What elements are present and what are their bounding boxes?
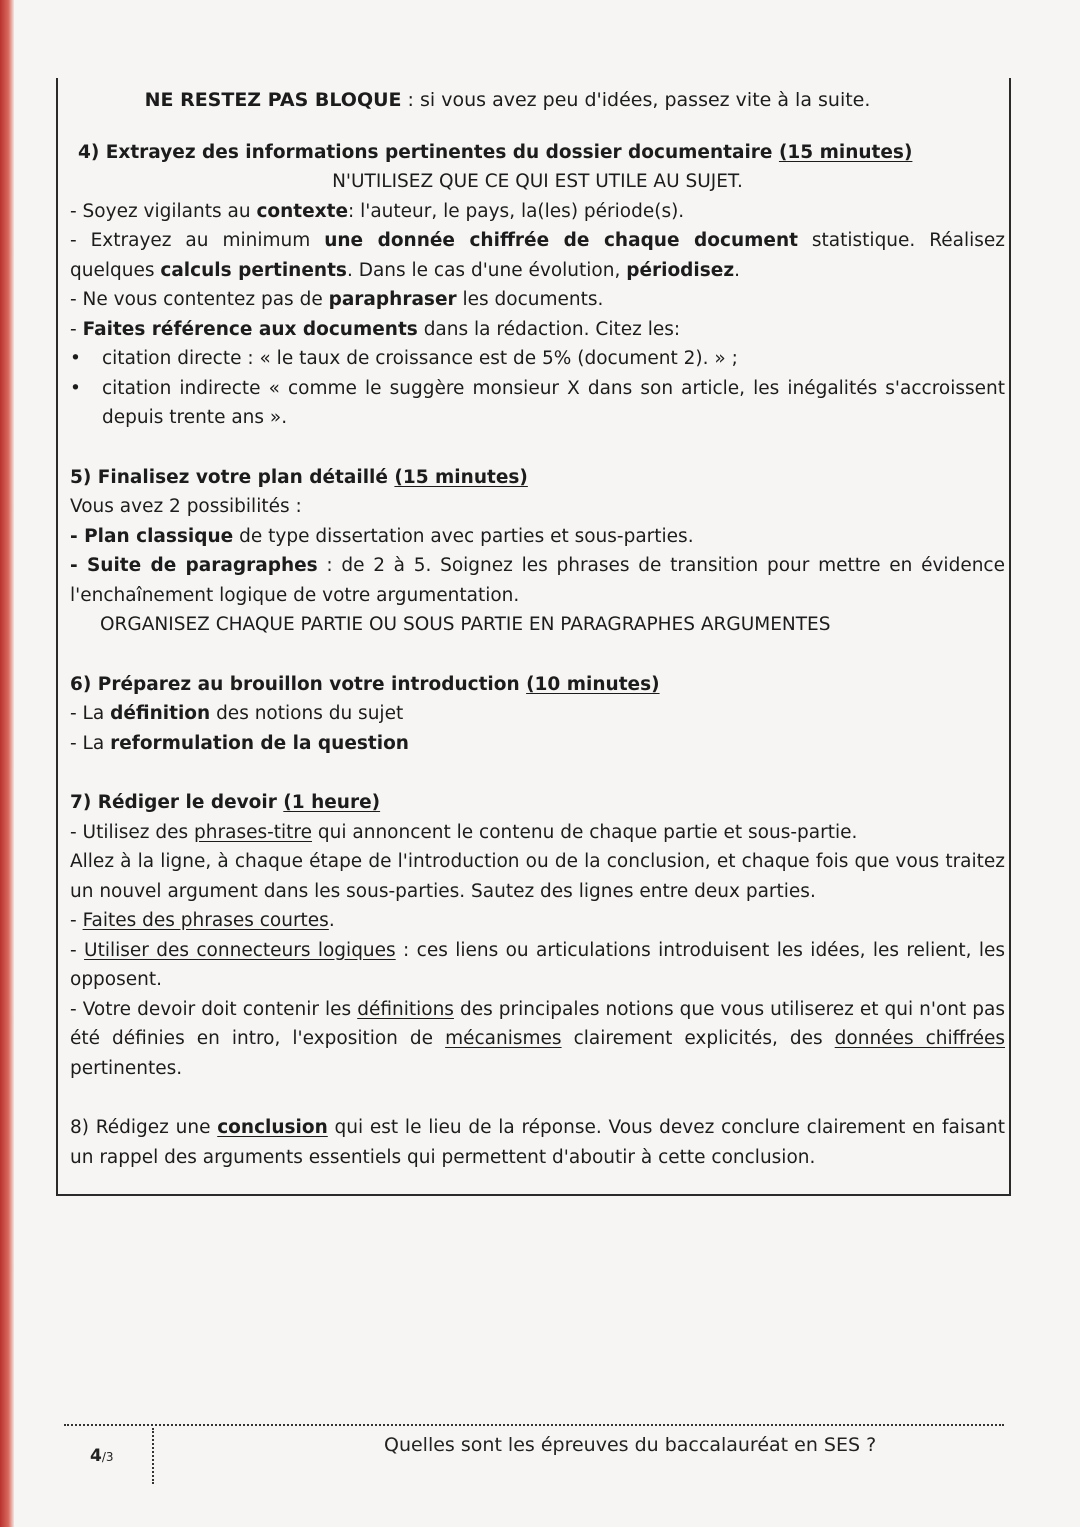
page-number-sub: /3 bbox=[101, 1450, 114, 1464]
section-7-line-2: Allez à la ligne, à chaque étape de l'introduction ou de la conclusion, et chaque fois que vous traitez un nouvel argument dans les sous-parties. Sautez des lignes entre deux parties. bbox=[70, 851, 1005, 902]
citation-list bbox=[70, 344, 1005, 433]
s6-l1b: définition bbox=[110, 703, 211, 724]
citation-direct: • citation directe : « le taux de croissance est de 5% (document 2). » ; bbox=[102, 344, 1005, 374]
s7-l5e: clairement explicités, des bbox=[561, 1028, 835, 1049]
section-7-line-5 bbox=[70, 995, 1005, 1084]
s7-l4c: : ces liens ou articulations introduisent les idées, les relient, les opposent. bbox=[70, 939, 1005, 990]
section-6-title bbox=[70, 670, 1005, 700]
s7-l1b: phrases-titre bbox=[194, 821, 313, 843]
s4-l2c: statistique. Réalisez quelques bbox=[70, 230, 1005, 281]
s4-l2f: périodisez bbox=[626, 259, 735, 281]
section-7-title-text: 7) Rédiger le devoir bbox=[70, 792, 284, 813]
s5-l2a: - Plan classique bbox=[70, 525, 234, 547]
s7-l4a: - bbox=[70, 939, 85, 961]
s7-l1a: - Utilisez des bbox=[70, 821, 195, 843]
s4-l4b: Faites référence aux documents bbox=[82, 318, 418, 340]
s8-c: qui est le lieu de la réponse. Vous devez conclure clairement en faisant un rappel des arguments essentiels qui permettent d'aboutir à cette conclusion. bbox=[70, 1117, 1005, 1168]
s4-l2b: une donnée chiffrée de chaque document bbox=[324, 230, 798, 251]
s4-l3a: - Ne vous contentez pas de bbox=[70, 289, 329, 310]
s4-l2g: . bbox=[734, 259, 740, 281]
s4-l4a: - bbox=[70, 318, 83, 340]
footer-dotted-line bbox=[64, 1424, 1004, 1426]
section-6-title-text: 6) Préparez au brouillon votre introduction bbox=[70, 673, 527, 695]
section-6-line-1 bbox=[70, 699, 1005, 729]
section-5-line-2 bbox=[70, 522, 1005, 552]
section-4-caps: N'UTILISEZ QUE CE QUI EST UTILE AU SUJET. bbox=[332, 171, 743, 192]
s4-l1a: - Soyez vigilants au bbox=[70, 200, 257, 222]
section-7-time: (1 heure) bbox=[283, 792, 381, 813]
section-4-line-1 bbox=[70, 197, 1005, 227]
s7-l3a: - bbox=[70, 910, 83, 931]
s7-l5c: des principales notions que vous utiliserez et qui n'ont pas été définies en intro, l'exposition de bbox=[70, 998, 1005, 1049]
section-7-title bbox=[70, 788, 1005, 818]
s6-l2a: - La bbox=[70, 732, 111, 754]
section-5-line-3 bbox=[70, 551, 1005, 610]
page-number bbox=[90, 1446, 114, 1466]
section-4-line-3 bbox=[70, 285, 1005, 315]
section-6-line-2 bbox=[70, 729, 1005, 759]
section-5-caps: ORGANISEZ CHAQUE PARTIE OU SOUS PARTIE EN PARAGRAPHES ARGUMENTES bbox=[100, 614, 831, 635]
s6-l1a: - La bbox=[70, 703, 111, 724]
s5-l3b: : de 2 à 5. Soignez les phrases de transition pour mettre en évidence l'enchaînement logique de votre argumentation. bbox=[70, 555, 1005, 606]
section-5-line-1: Vous avez 2 possibilités : bbox=[70, 496, 302, 517]
s8-a: 8) Rédigez une bbox=[70, 1117, 218, 1138]
s4-l2e: . Dans le cas d'une évolution, bbox=[346, 259, 627, 281]
s7-l5d: mécanismes bbox=[445, 1028, 562, 1049]
footer-title: Quelles sont les épreuves du baccalauréat en SES ? bbox=[384, 1434, 877, 1456]
s7-l4b: Utiliser des connecteurs logiques bbox=[84, 939, 396, 961]
s4-l2d: calculs pertinents bbox=[160, 259, 347, 281]
s7-l5f: données chiffrées bbox=[834, 1028, 1005, 1049]
intro-bold: NE RESTEZ PAS BLOQUE bbox=[144, 89, 402, 111]
section-4-title bbox=[70, 138, 1005, 168]
binder-edge bbox=[0, 0, 14, 1527]
section-4-time: (15 minutes) bbox=[778, 141, 913, 163]
s7-l5a: - Votre devoir doit contenir les bbox=[70, 998, 358, 1020]
section-5-title bbox=[70, 463, 1005, 493]
s7-l3c: . bbox=[328, 910, 335, 931]
s4-l4c: dans la rédaction. Citez les: bbox=[417, 318, 681, 340]
section-4-title-text: 4) Extrayez des informations pertinentes du dossier documentaire bbox=[78, 141, 779, 163]
s5-l3a: - Suite de paragraphes bbox=[70, 555, 318, 576]
intro-line bbox=[70, 86, 1005, 116]
s4-l3c: les documents. bbox=[456, 289, 604, 310]
s4-l1c: : l'auteur, le pays, la(les) période(s). bbox=[348, 200, 685, 222]
section-7-line-4 bbox=[70, 936, 1005, 995]
s4-l3b: paraphraser bbox=[328, 289, 457, 310]
section-4-line-4 bbox=[70, 315, 1005, 345]
s7-l3b: Faites des phrases courtes bbox=[82, 910, 329, 931]
citation-indirect: • citation indirecte « comme le suggère monsieur X dans son article, les inégalités s'accroissent depuis trente ans ». bbox=[102, 374, 1005, 433]
section-7-line-1 bbox=[70, 818, 1005, 848]
s7-l5b: définitions bbox=[357, 998, 454, 1020]
s7-l1c: qui annoncent le contenu de chaque partie et sous-partie. bbox=[312, 821, 858, 843]
section-7-line-3 bbox=[70, 906, 1005, 936]
section-5-title-text: 5) Finalisez votre plan détaillé bbox=[70, 466, 395, 488]
s7-l5g: pertinentes. bbox=[70, 1057, 183, 1079]
instructions-content bbox=[70, 86, 1005, 1172]
s5-l2b: de type dissertation avec parties et sous-parties. bbox=[233, 525, 694, 547]
s4-l2a: - Extrayez au minimum bbox=[70, 230, 325, 251]
section-4-line-2 bbox=[70, 226, 1005, 285]
s6-l2b: reformulation de la question bbox=[110, 732, 409, 754]
page-number-main: 4 bbox=[90, 1446, 102, 1466]
section-6-time: (10 minutes) bbox=[526, 673, 660, 695]
s8-b: conclusion bbox=[217, 1117, 328, 1138]
section-5-time: (15 minutes) bbox=[394, 466, 528, 488]
footer-dotted-divider bbox=[152, 1428, 154, 1484]
section-8 bbox=[70, 1113, 1005, 1172]
s6-l1c: des notions du sujet bbox=[210, 703, 404, 724]
s4-l1b: contexte bbox=[256, 200, 348, 222]
intro-rest: : si vous avez peu d'idées, passez vite à la suite. bbox=[401, 89, 871, 111]
